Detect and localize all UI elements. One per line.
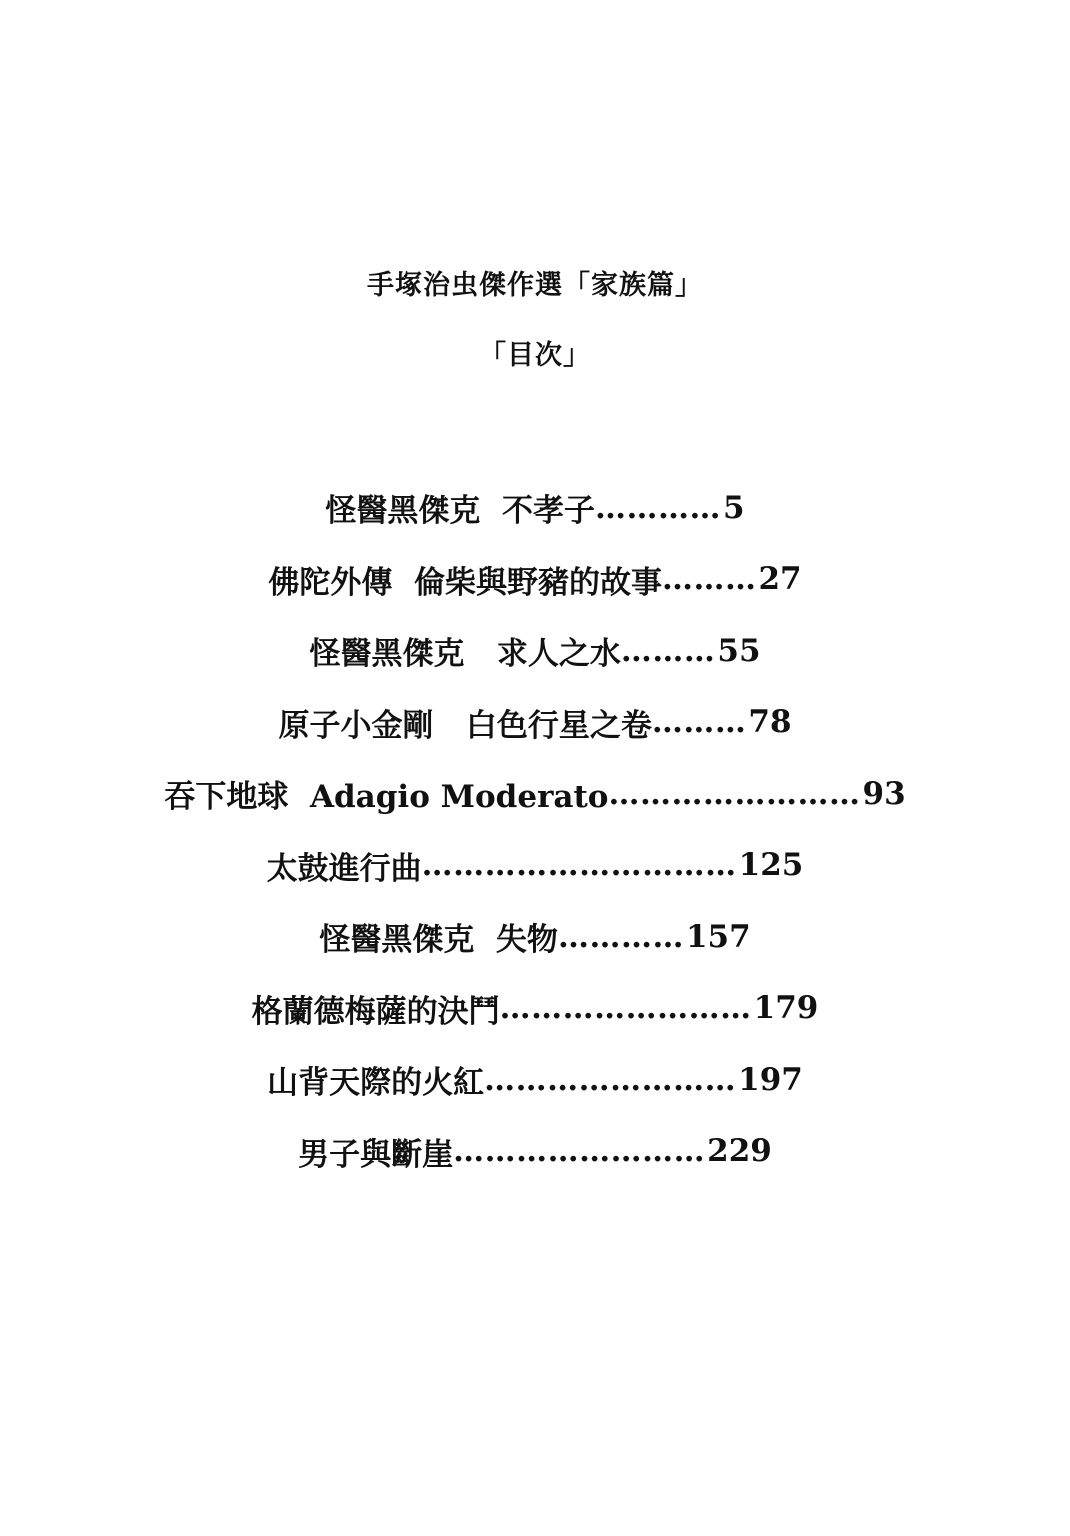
toc-entry-title: 山背天際的火紅 — [267, 1065, 485, 1102]
toc-entry — [0, 615, 1070, 687]
toc-leader-dots: …………………… — [499, 990, 752, 1027]
toc-leader-dots: ………… — [595, 489, 721, 526]
toc-entry — [0, 1044, 1070, 1116]
toc-leader-dots: …………………… — [608, 775, 861, 812]
toc-entry — [0, 544, 1070, 616]
toc-leader-dots: ……… — [651, 704, 747, 741]
toc-entry — [0, 973, 1070, 1045]
toc-leader-dots: ……… — [661, 561, 757, 598]
toc-entry-title: 怪醫黑傑克 失物 — [319, 922, 558, 959]
contents-title: 「目次」 — [479, 340, 591, 371]
toc-page-number: 78 — [748, 704, 792, 741]
toc-entry-title: 怪醫黑傑克 不孝子 — [325, 493, 595, 530]
toc-page-number: 5 — [723, 489, 745, 526]
toc-page-number: 93 — [862, 775, 906, 812]
toc-page-number: 179 — [753, 990, 819, 1027]
toc-page-number: 157 — [685, 918, 751, 955]
toc-leader-dots: …………………… — [453, 1133, 706, 1170]
series-title: 手塚治虫傑作選「家族篇」 — [367, 270, 703, 301]
toc-entry — [0, 1116, 1070, 1188]
toc-entry — [0, 758, 1070, 830]
toc-page-number: 125 — [738, 847, 804, 884]
toc-page-number: 55 — [717, 632, 761, 669]
toc-leader-dots: …………………… — [484, 1061, 737, 1098]
toc-page-number: 197 — [738, 1061, 803, 1098]
toc-entry — [0, 830, 1070, 902]
toc-leader-dots: ………………………… — [421, 847, 737, 884]
toc-page-number: 229 — [707, 1133, 772, 1170]
toc-entry-title: 吞下地球 Adagio Moderato — [164, 779, 609, 816]
toc-entry-title: 太鼓進行曲 — [266, 850, 422, 887]
toc-entry-title: 怪醫黑傑克 求人之水 — [309, 636, 621, 673]
toc-leader-dots: ……… — [620, 632, 716, 669]
table-of-contents — [0, 472, 1070, 1187]
toc-entry-title: 佛陀外傳 倫柴與野豬的故事 — [268, 564, 662, 601]
toc-entry-title: 格蘭德梅薩的決鬥 — [251, 993, 500, 1030]
toc-leader-dots: ………… — [557, 918, 684, 955]
toc-entry-title: 男子與斷崖 — [298, 1136, 454, 1173]
toc-entry — [0, 901, 1070, 973]
toc-entry-title: 原子小金剛 白色行星之卷 — [278, 707, 652, 744]
toc-entry — [0, 687, 1070, 759]
toc-entry — [0, 472, 1070, 544]
toc-page-number: 27 — [758, 561, 802, 598]
